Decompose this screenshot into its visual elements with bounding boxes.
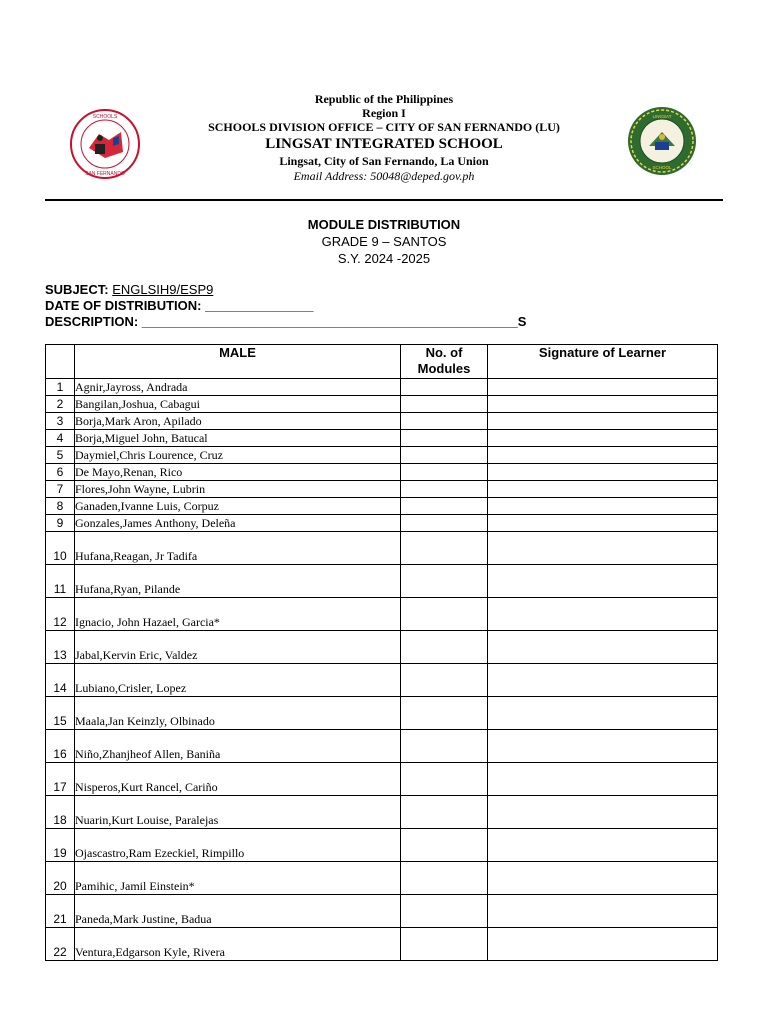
table-row <box>46 895 718 928</box>
modules-count-cell[interactable] <box>401 829 488 862</box>
table-row <box>46 829 718 862</box>
row-number: 6 <box>46 464 75 481</box>
modules-count-cell[interactable] <box>401 515 488 532</box>
table-row <box>46 598 718 631</box>
modules-count-cell[interactable] <box>401 796 488 829</box>
learner-name: Ignacio, John Hazael, Garcia* <box>75 598 401 631</box>
row-number: 15 <box>46 697 75 730</box>
row-number: 12 <box>46 598 75 631</box>
row-number: 17 <box>46 763 75 796</box>
table-row <box>46 379 718 396</box>
learner-name: Hufana,Ryan, Pilande <box>75 565 401 598</box>
row-number: 3 <box>46 413 75 430</box>
table-row <box>46 396 718 413</box>
modules-count-cell[interactable] <box>401 396 488 413</box>
modules-column-header: No. of Modules <box>401 345 488 379</box>
row-number: 16 <box>46 730 75 763</box>
table-row <box>46 796 718 829</box>
header-division-office: SCHOOLS DIVISION OFFICE – CITY OF SAN FERNANDO (LU) <box>208 120 560 134</box>
signature-cell[interactable] <box>488 895 718 928</box>
subject-label: SUBJECT: <box>45 282 113 297</box>
modules-count-cell[interactable] <box>401 430 488 447</box>
table-row <box>46 664 718 697</box>
signature-cell[interactable] <box>488 565 718 598</box>
subject-field <box>45 282 213 297</box>
signature-cell[interactable] <box>488 532 718 565</box>
signature-cell[interactable] <box>488 515 718 532</box>
row-number: 18 <box>46 796 75 829</box>
signature-cell[interactable] <box>488 379 718 396</box>
signature-cell[interactable] <box>488 498 718 515</box>
modules-count-cell[interactable] <box>401 862 488 895</box>
learner-name: Daymiel,Chris Lourence, Cruz <box>75 447 401 464</box>
modules-count-cell[interactable] <box>401 697 488 730</box>
module-distribution-table <box>45 344 718 961</box>
row-number: 22 <box>46 928 75 961</box>
header-republic: Republic of the Philippines <box>314 92 454 106</box>
table-body <box>46 379 718 961</box>
table-row <box>46 464 718 481</box>
table-row <box>46 430 718 447</box>
table-row <box>46 515 718 532</box>
modules-count-cell[interactable] <box>401 928 488 961</box>
signature-cell[interactable] <box>488 481 718 498</box>
table-row <box>46 481 718 498</box>
learner-name: Hufana,Reagan, Jr Tadifa <box>75 532 401 565</box>
modules-count-cell[interactable] <box>401 498 488 515</box>
learner-name: Pamihic, Jamil Einstein* <box>75 862 401 895</box>
modules-count-cell[interactable] <box>401 631 488 664</box>
learner-name: Borja,Mark Aron, Apilado <box>75 413 401 430</box>
number-column-header <box>46 345 75 379</box>
row-number: 2 <box>46 396 75 413</box>
learner-name: Ganaden,Ivanne Luis, Corpuz <box>75 498 401 515</box>
table-row <box>46 631 718 664</box>
row-number: 13 <box>46 631 75 664</box>
signature-cell[interactable] <box>488 598 718 631</box>
signature-cell[interactable] <box>488 829 718 862</box>
modules-count-cell[interactable] <box>401 565 488 598</box>
header-divider <box>45 199 723 201</box>
svg-text:LINGSAT: LINGSAT <box>652 114 672 119</box>
row-number: 21 <box>46 895 75 928</box>
learner-name: Bangilan,Joshua, Cabagui <box>75 396 401 413</box>
signature-cell[interactable] <box>488 763 718 796</box>
male-column-header: MALE <box>75 345 401 379</box>
modules-count-cell[interactable] <box>401 763 488 796</box>
schools-division-logo <box>69 108 141 180</box>
learner-name: Jabal,Kervin Eric, Valdez <box>75 631 401 664</box>
table-row <box>46 862 718 895</box>
table-row <box>46 565 718 598</box>
description-field: DESCRIPTION: ____________________________________________________S <box>45 314 527 329</box>
row-number: 11 <box>46 565 75 598</box>
table-row <box>46 763 718 796</box>
signature-cell[interactable] <box>488 447 718 464</box>
learner-name: Paneda,Mark Justine, Badua <box>75 895 401 928</box>
row-number: 19 <box>46 829 75 862</box>
modules-count-cell[interactable] <box>401 664 488 697</box>
modules-count-cell[interactable] <box>401 464 488 481</box>
date-of-distribution-field: DATE OF DISTRIBUTION: _______________ <box>45 298 314 313</box>
learner-name: Lubiano,Crisler, Lopez <box>75 664 401 697</box>
learner-name: Maala,Jan Keinzly, Olbinado <box>75 697 401 730</box>
learner-name: Nuarin,Kurt Louise, Paralejas <box>75 796 401 829</box>
row-number: 20 <box>46 862 75 895</box>
svg-text:SCHOOL: SCHOOL <box>652 165 672 170</box>
table-row <box>46 697 718 730</box>
svg-text:SAN FERNANDO: SAN FERNANDO <box>85 171 125 177</box>
learner-name: Gonzales,James Anthony, Deleña <box>75 515 401 532</box>
modules-count-cell[interactable] <box>401 379 488 396</box>
header-region: Region I <box>362 106 406 120</box>
grade-section: GRADE 9 – SANTOS <box>321 234 447 249</box>
modules-count-cell[interactable] <box>401 447 488 464</box>
learner-name: Niño,Zhanjheof Allen, Baniña <box>75 730 401 763</box>
signature-cell[interactable] <box>488 796 718 829</box>
signature-cell[interactable] <box>488 730 718 763</box>
row-number: 8 <box>46 498 75 515</box>
row-number: 5 <box>46 447 75 464</box>
svg-text:SCHOOLS: SCHOOLS <box>92 114 118 120</box>
table-row <box>46 498 718 515</box>
learner-name: De Mayo,Renan, Rico <box>75 464 401 481</box>
subject-value: ENGLSIH9/ESP9 <box>112 282 214 297</box>
modules-count-cell[interactable] <box>401 532 488 565</box>
modules-count-cell[interactable] <box>401 598 488 631</box>
signature-cell[interactable] <box>488 396 718 413</box>
header-email: Email Address: 50048@deped.gov.ph <box>293 169 475 183</box>
signature-cell[interactable] <box>488 631 718 664</box>
document-title: MODULE DISTRIBUTION <box>307 217 461 232</box>
modules-count-cell[interactable] <box>401 730 488 763</box>
learner-name: Borja,Miguel John, Batucal <box>75 430 401 447</box>
learner-name: Nisperos,Kurt Rancel, Cariño <box>75 763 401 796</box>
header-school-name: LINGSAT INTEGRATED SCHOOL <box>265 136 503 152</box>
modules-count-cell[interactable] <box>401 413 488 430</box>
header-address: Lingsat, City of San Fernando, La Union <box>279 154 489 168</box>
row-number: 4 <box>46 430 75 447</box>
signature-cell[interactable] <box>488 862 718 895</box>
table-header-row <box>46 345 718 379</box>
learner-name: Ventura,Edgarson Kyle, Rivera <box>75 928 401 961</box>
learner-name: Flores,John Wayne, Lubrin <box>75 481 401 498</box>
learner-name: Agnir,Jayross, Andrada <box>75 379 401 396</box>
table-row <box>46 928 718 961</box>
signature-cell[interactable] <box>488 664 718 697</box>
modules-count-cell[interactable] <box>401 895 488 928</box>
row-number: 9 <box>46 515 75 532</box>
signature-cell[interactable] <box>488 413 718 430</box>
signature-cell[interactable] <box>488 697 718 730</box>
row-number: 14 <box>46 664 75 697</box>
row-number: 10 <box>46 532 75 565</box>
table-row <box>46 730 718 763</box>
table-row <box>46 447 718 464</box>
signature-cell[interactable] <box>488 464 718 481</box>
learner-name: Ojascastro,Ram Ezeckiel, Rimpillo <box>75 829 401 862</box>
table-row <box>46 532 718 565</box>
signature-column-header: Signature of Learner <box>488 345 718 379</box>
row-number: 7 <box>46 481 75 498</box>
row-number: 1 <box>46 379 75 396</box>
signature-cell[interactable] <box>488 928 718 961</box>
table-row <box>46 413 718 430</box>
signature-cell[interactable] <box>488 430 718 447</box>
school-seal-logo <box>627 106 697 176</box>
school-year: S.Y. 2024 -2025 <box>337 251 431 266</box>
modules-count-cell[interactable] <box>401 481 488 498</box>
